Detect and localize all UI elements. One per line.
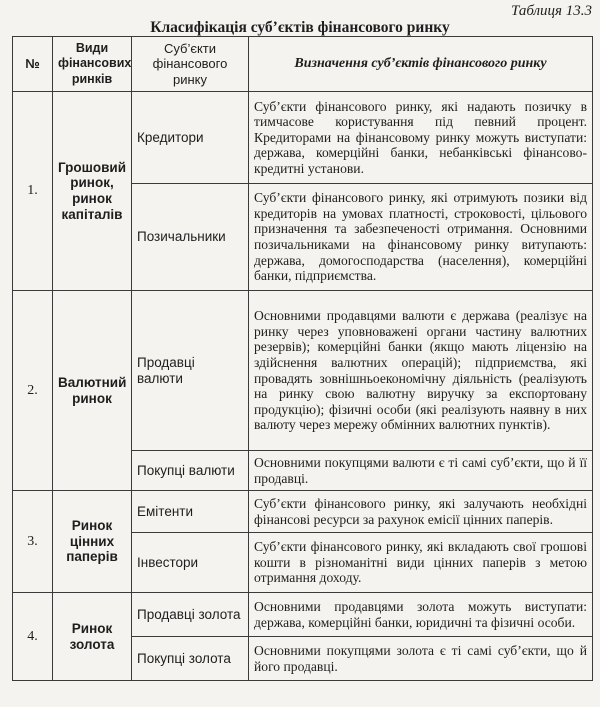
subject-definition: Суб’єкти фінансового ринку, які вкладають свої грошові кошти в різноманітні види цінних паперів з метою отримання доходу.	[249, 533, 593, 593]
table-header-row	[13, 37, 593, 92]
subject-definition: Основними продавцями золота можуть виступати: держава, комерційні банки, юридичні та фізичні особи.	[249, 593, 593, 637]
table-row	[13, 593, 593, 637]
row-number: 4.	[13, 593, 53, 681]
table-number-caption: Таблиця 13.3	[511, 3, 592, 19]
market-type: Ринок цінних паперів	[53, 491, 132, 593]
table-row	[13, 92, 593, 184]
table-row	[13, 291, 593, 451]
table-title: Класифікація суб’єктів фінансового ринку	[150, 19, 450, 36]
subject-definition: Суб’єкти фінансового ринку, які отримують позики від кредиторів на умовах платності, строковості, цільового призначення та забезпеченості отримання. Основними позичальниками на фінансовому ринку витупають: держава, домогосподарства (населення), комерційні банки, підприємства.	[249, 184, 593, 291]
market-type: Валютний ринок	[53, 291, 132, 491]
subject-name: Продавці валюти	[132, 291, 249, 451]
row-number: 2.	[13, 291, 53, 491]
row-number: 3.	[13, 491, 53, 593]
classification-table	[12, 36, 593, 681]
market-type: Ринок золота	[53, 593, 132, 681]
header-num: №	[13, 37, 53, 92]
subject-name: Продавці золота	[132, 593, 249, 637]
header-definition: Визначення суб’єктів фінансового ринку	[249, 37, 593, 92]
subject-definition: Основними покупцями золота є ті самі суб’єкти, що й його продавці.	[249, 637, 593, 681]
header-market: Види фінансових ринків	[53, 37, 132, 92]
subject-name: Інвестори	[132, 533, 249, 593]
subject-name: Покупці валюти	[132, 451, 249, 491]
market-type: Грошовий ринок, ринок капіталів	[53, 92, 132, 291]
table-row	[13, 491, 593, 533]
subject-name: Кредитори	[132, 92, 249, 184]
subject-name: Емітенти	[132, 491, 249, 533]
subject-definition: Суб’єкти фінансового ринку, які залучають необхідні фінансові ресурси за рахунок емісії цінних паперів.	[249, 491, 593, 533]
subject-definition: Основними покупцями валюти є ті самі суб’єкти, що й її продавці.	[249, 451, 593, 491]
subject-name: Покупці золота	[132, 637, 249, 681]
header-subject: Суб’єкти фінансового ринку	[132, 37, 249, 92]
subject-name: Позичальники	[132, 184, 249, 291]
subject-definition: Основними продавцями валюти є держава (реалізує на ринку через уповноважені органи частину валютних резервів); комерційні банки (якщо мають ліцензію на здійснення валютних операцій); підприємства, які провадять зовнішньоекономічну діяльність (реалізують на ринку свою валютну виручку за експортовану продукцію); фізичні особи (які реалізують наявну в них валюту через мережу обмінних валютних пунктів).	[249, 291, 593, 451]
subject-definition: Суб’єкти фінансового ринку, які надають позичку в тимчасове користування під певний процент. Кредиторами на фінансовому ринку можуть виступати: держава, комерційні банки, небанківські фінансово-кредитні установи.	[249, 92, 593, 184]
row-number: 1.	[13, 92, 53, 291]
